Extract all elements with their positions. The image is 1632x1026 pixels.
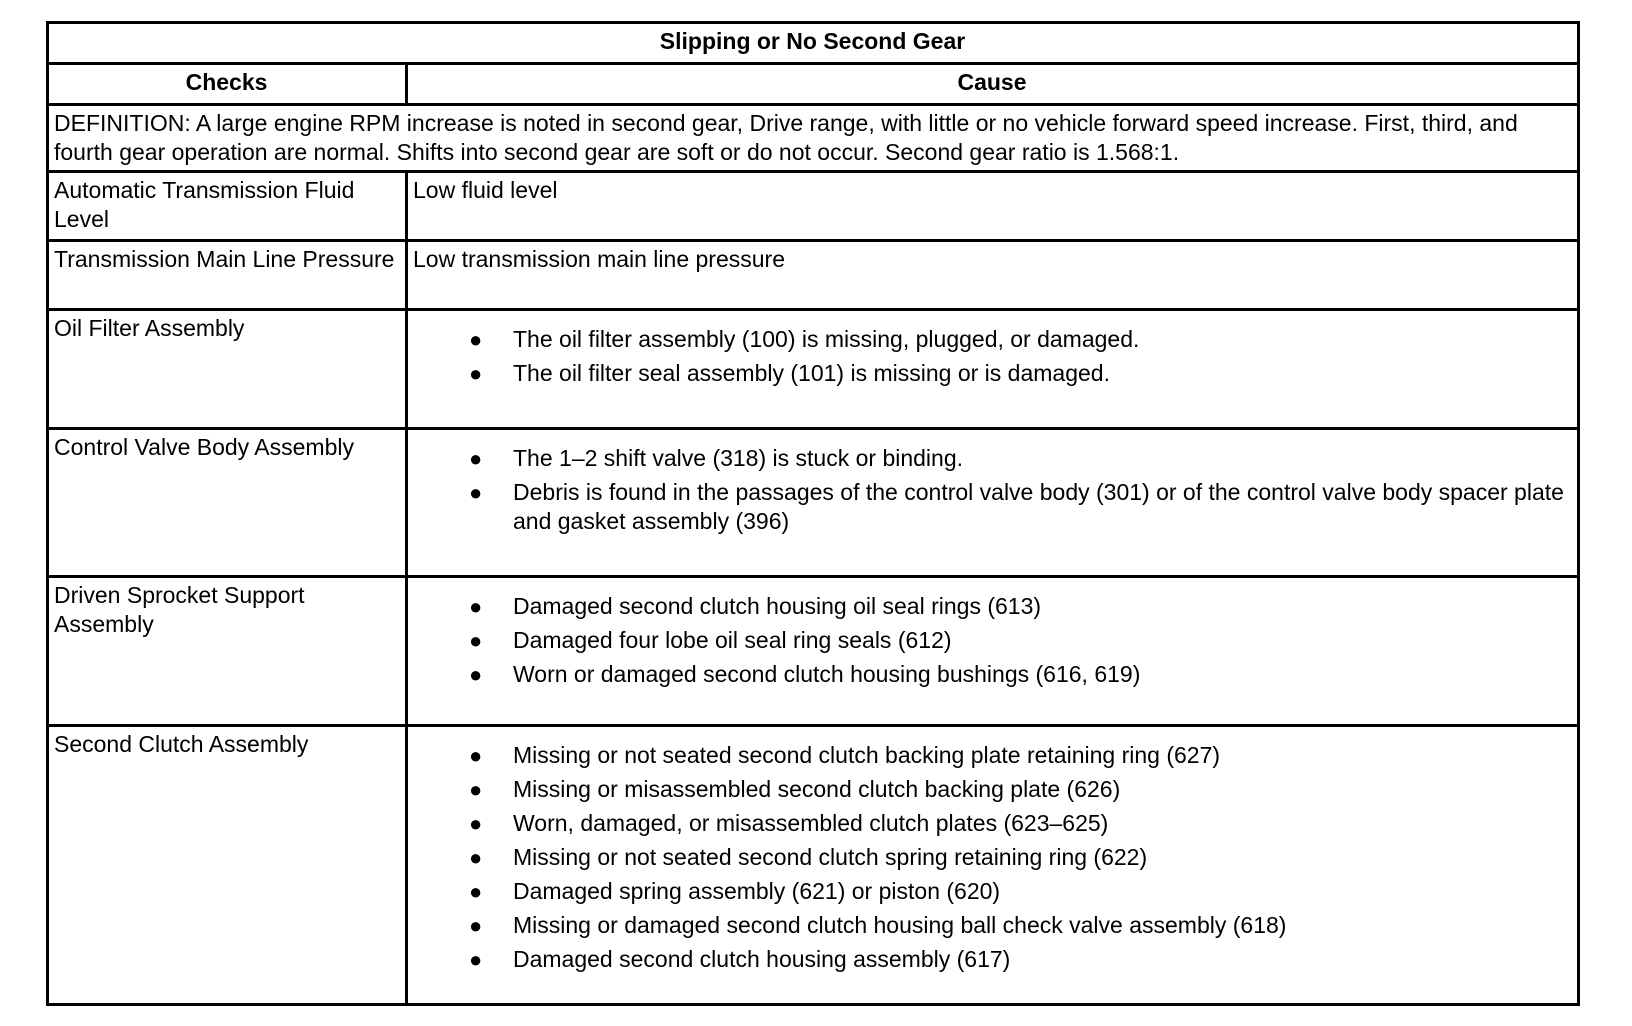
bullet-icon: ● bbox=[469, 628, 483, 653]
table-row bbox=[48, 241, 1579, 310]
bullet-icon: ● bbox=[469, 743, 483, 768]
table-row bbox=[48, 429, 1579, 577]
table-row bbox=[48, 577, 1579, 726]
check-cell: Second Clutch Assembly bbox=[48, 726, 407, 1005]
bullet-icon: ● bbox=[469, 913, 483, 938]
bullet-icon: ● bbox=[469, 947, 483, 972]
check-cell: Automatic Transmission Fluid Level bbox=[48, 172, 407, 241]
list-item bbox=[413, 444, 1571, 473]
table-title: Slipping or No Second Gear bbox=[48, 23, 1579, 64]
cause-list bbox=[413, 592, 1571, 689]
cause-text: Missing or not seated second clutch backing plate retaining ring (627) bbox=[513, 742, 1221, 768]
table-header-row bbox=[48, 64, 1579, 105]
table-row bbox=[48, 310, 1579, 429]
list-item bbox=[413, 592, 1571, 621]
cause-cell: Low transmission main line pressure bbox=[407, 241, 1579, 310]
bullet-icon: ● bbox=[469, 446, 483, 471]
cause-list bbox=[413, 325, 1571, 388]
cause-text: The 1–2 shift valve (318) is stuck or binding. bbox=[513, 445, 964, 471]
list-item bbox=[413, 809, 1571, 838]
cause-cell bbox=[407, 726, 1579, 1005]
bullet-icon: ● bbox=[469, 361, 483, 386]
cause-text: Missing or not seated second clutch spring retaining ring (622) bbox=[513, 844, 1148, 870]
bullet-icon: ● bbox=[469, 480, 483, 505]
cause-cell bbox=[407, 429, 1579, 577]
bullet-icon: ● bbox=[469, 811, 483, 836]
list-item bbox=[413, 478, 1571, 536]
list-item bbox=[413, 660, 1571, 689]
cause-cell: Low fluid level bbox=[407, 172, 1579, 241]
bullet-icon: ● bbox=[469, 662, 483, 687]
bullet-icon: ● bbox=[469, 845, 483, 870]
bullet-icon: ● bbox=[469, 594, 483, 619]
cause-list bbox=[413, 741, 1571, 974]
table-title-row bbox=[48, 23, 1579, 64]
table-row bbox=[48, 172, 1579, 241]
diagnostic-table bbox=[46, 21, 1580, 1006]
list-item bbox=[413, 775, 1571, 804]
bullet-icon: ● bbox=[469, 327, 483, 352]
table-row bbox=[48, 726, 1579, 1005]
cause-cell bbox=[407, 310, 1579, 429]
cause-text: Damaged spring assembly (621) or piston (620) bbox=[513, 878, 1001, 904]
bullet-icon: ● bbox=[469, 879, 483, 904]
list-item bbox=[413, 877, 1571, 906]
list-item bbox=[413, 626, 1571, 655]
list-item bbox=[413, 359, 1571, 388]
cause-text: The oil filter seal assembly (101) is missing or is damaged. bbox=[513, 360, 1110, 386]
column-header-checks: Checks bbox=[48, 64, 407, 105]
bullet-icon: ● bbox=[469, 777, 483, 802]
definition-row bbox=[48, 105, 1579, 172]
cause-text: The oil filter assembly (100) is missing, plugged, or damaged. bbox=[513, 326, 1140, 352]
column-header-cause: Cause bbox=[407, 64, 1579, 105]
check-cell: Driven Sprocket Support Assembly bbox=[48, 577, 407, 726]
check-cell: Oil Filter Assembly bbox=[48, 310, 407, 429]
cause-text: Debris is found in the passages of the control valve body (301) or of the control valve body spacer plate and gasket assembly (396) bbox=[513, 479, 1564, 534]
check-cell: Control Valve Body Assembly bbox=[48, 429, 407, 577]
definition-text: DEFINITION: A large engine RPM increase is noted in second gear, Drive range, with little or no vehicle forward speed increase. First, third, and fourth gear operation are normal. Shifts into second gear are soft or do not occur. Second gear ratio is 1.568:1. bbox=[48, 105, 1579, 172]
cause-text: Missing or misassembled second clutch backing plate (626) bbox=[513, 776, 1121, 802]
list-item bbox=[413, 325, 1571, 354]
cause-text: Damaged second clutch housing assembly (617) bbox=[513, 946, 1011, 972]
cause-text: Damaged second clutch housing oil seal rings (613) bbox=[513, 593, 1042, 619]
list-item bbox=[413, 911, 1571, 940]
cause-text: Worn or damaged second clutch housing bushings (616, 619) bbox=[513, 661, 1141, 687]
cause-text: Missing or damaged second clutch housing ball check valve assembly (618) bbox=[513, 912, 1287, 938]
list-item bbox=[413, 843, 1571, 872]
cause-cell bbox=[407, 577, 1579, 726]
check-cell: Transmission Main Line Pressure bbox=[48, 241, 407, 310]
cause-list bbox=[413, 444, 1571, 536]
cause-text: Damaged four lobe oil seal ring seals (612) bbox=[513, 627, 952, 653]
cause-text: Worn, damaged, or misassembled clutch plates (623–625) bbox=[513, 810, 1109, 836]
list-item bbox=[413, 945, 1571, 974]
list-item bbox=[413, 741, 1571, 770]
